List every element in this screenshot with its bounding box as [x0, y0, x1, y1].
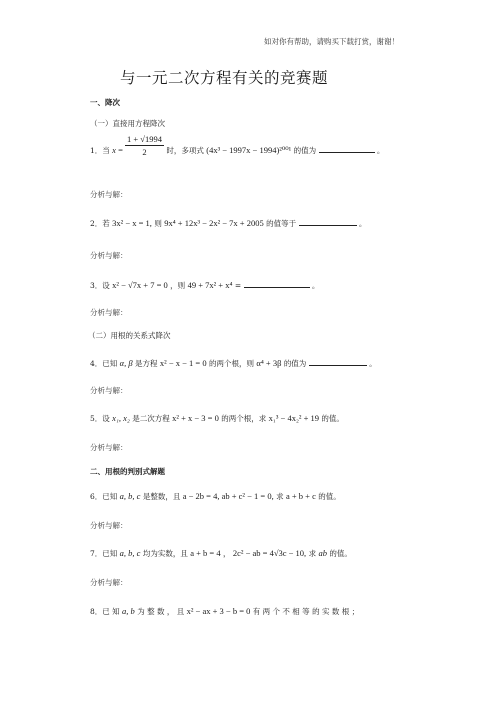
q1-answer-blank[interactable] [319, 144, 375, 153]
analysis-6: 分析与解： [90, 521, 128, 530]
q3-answer-blank[interactable] [244, 279, 310, 288]
section-heading-1: 一、降次 [90, 98, 120, 107]
q4-answer-blank[interactable] [309, 357, 367, 366]
subsection-heading-1a: （一）直接用方程降次 [90, 119, 165, 128]
subsection-heading-1b: （二）用根的关系式降次 [88, 331, 171, 340]
q2-answer-blank[interactable] [299, 217, 357, 226]
question-2: 2．若 3x² − x = 1, 则 9x⁴ + 12x³ − 2x² − 7x + 2005 的值等于 。 [90, 218, 367, 228]
question-8: 8．已 知 a, b 为 整 数 ， 且 x² − ax + 3 − b = 0 有 两 个 不 相 等 的 实 数 根 ； [90, 606, 360, 616]
q1-fraction-numerator: 1 + √1994 [127, 133, 162, 144]
q1-fraction [125, 133, 164, 158]
question-5: 5．设 x₁, x₂ 是二次方程 x² + x − 3 = 0 的两个根，求 x₁³ − 4x₂² + 19 的值。 [90, 413, 344, 423]
question-3: 3．设 x² − √7x + 7 = 0 ，则 49 + 7x² + x⁴ = 。 [90, 280, 320, 290]
q1-fraction-denominator: 2 [142, 146, 147, 157]
question-7: 7．已知 a, b, c 均为实数，且 a + b = 4 ， 2c² − ab = 4√3c − 10, 求 ab 的值。 [90, 548, 352, 558]
analysis-2: 分析与解： [90, 251, 128, 260]
analysis-4: 分析与解： [90, 386, 128, 395]
analysis-5: 分析与解： [90, 443, 128, 452]
analysis-3: 分析与解： [90, 308, 128, 317]
question-4: 4．已知 α, β 是方程 x² − x − 1 = 0 的两个根，则 α⁴ + 3β 的值为 。 [90, 358, 377, 368]
q1-expression: (4x³ − 1997x − 1994)²⁰⁰¹ [206, 145, 292, 155]
analysis-1: 分析与解： [90, 190, 128, 199]
page-header: 如对你有帮助，请购买下载打赏，谢谢！ [264, 37, 399, 46]
q1-number: 1．当 [90, 146, 110, 155]
section-heading-2: 二、用根的判别式解题 [90, 467, 165, 476]
question-1: 1．当 x = $\frac{1 + √1994}{2}$ 时，多项式 (4x³ − 1997x − 1994)²⁰⁰¹ 的值为 。 [90, 133, 385, 157]
document-title: 与一元二次方程有关的竞赛题 [120, 69, 329, 87]
question-6: 6．已知 a, b, c 是整数，且 a − 2b = 4, ab + c² − 1 = 0, 求 a + b + c 的值。 [90, 491, 341, 501]
analysis-7: 分析与解： [90, 578, 128, 587]
